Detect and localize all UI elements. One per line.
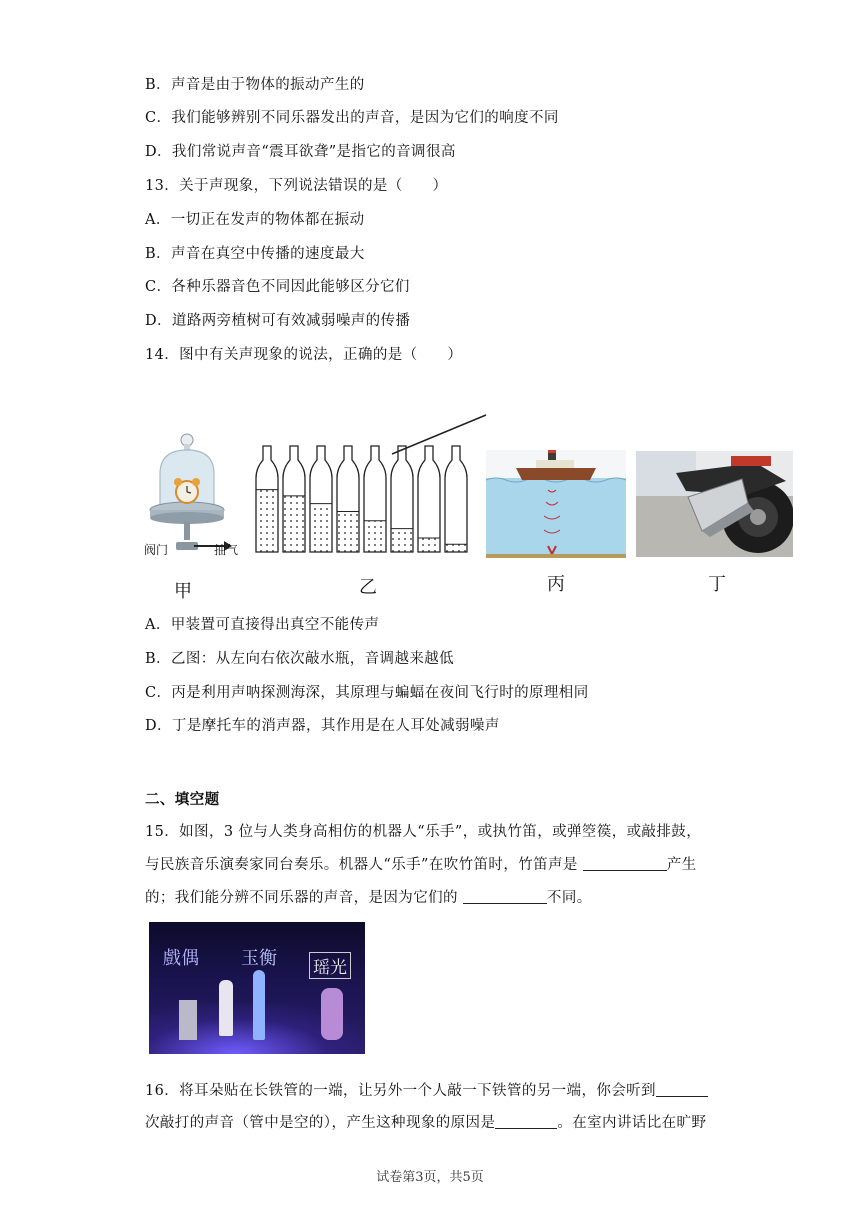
water-bottle xyxy=(310,446,332,552)
robot-figure xyxy=(179,1000,197,1040)
water-bottle xyxy=(364,446,386,552)
water-bottles-figure xyxy=(252,410,492,560)
q15-line-1: 15．如图，3 位与人类身高相仿的机器人“乐手”，或执竹笛，或弹箜篌，或敲排鼓， xyxy=(145,824,702,840)
pump-label: 抽气 xyxy=(214,543,239,557)
q13-option-c: C．各种乐器音色不同因此能够区分它们 xyxy=(145,279,410,295)
q14-option-a: A．甲装置可直接得出真空不能传声 xyxy=(145,617,380,633)
q16-line-1 xyxy=(145,1079,708,1100)
q15-line-2 xyxy=(145,853,697,874)
water-bottle xyxy=(283,446,305,552)
q15-line-3-tail: 不同。 xyxy=(546,890,592,906)
q15-blank-2[interactable] xyxy=(463,887,547,904)
q13-stem: 13．关于声现象，下列说法错误的是（ ） xyxy=(145,178,448,194)
q12-option-d: D．我们常说声音“震耳欲聋”是指它的音调很高 xyxy=(145,144,456,160)
water-bottle xyxy=(256,446,278,552)
q15-line-3 xyxy=(145,886,592,907)
q14-option-d: D．丁是摩托车的消声器，其作用是在人耳处减弱噪声 xyxy=(145,718,500,734)
q16-line-2-tail: 。在室内讲话比在旷野 xyxy=(557,1115,707,1131)
q14-option-b: B．乙图：从左向右依次敲水瓶，音调越来越低 xyxy=(145,651,455,667)
q12-option-b: B．声音是由于物体的振动产生的 xyxy=(145,77,365,93)
q13-option-a: A．一切正在发声的物体都在振动 xyxy=(145,212,365,228)
page-footer: 试卷第3页，共5页 xyxy=(376,1170,484,1185)
q12-option-c: C．我们能够辨别不同乐器发出的声音，是因为它们的响度不同 xyxy=(145,110,559,126)
valve-label: 阀门 xyxy=(144,543,169,557)
stage-sign-1: 戲偶 xyxy=(163,948,199,969)
figure-label-yi: 乙 xyxy=(359,577,377,598)
figure-label-bing: 丙 xyxy=(547,574,565,595)
water-bottle xyxy=(418,446,440,552)
water-bottle xyxy=(337,446,359,552)
q16-blank-2[interactable] xyxy=(495,1112,557,1129)
robot-musicians-photo xyxy=(149,922,365,1054)
q16-line-2 xyxy=(145,1111,706,1132)
motorcycle-muffler-photo xyxy=(636,451,793,557)
q15-line-2-text: 与民族音乐演奏家同台奏乐。机器人“乐手”在吹竹笛时，竹笛声是 xyxy=(145,857,583,873)
stage-sign-2: 玉衡 xyxy=(241,948,277,969)
q15-line-2-tail: 产生 xyxy=(666,857,697,873)
q16-blank-1[interactable] xyxy=(656,1080,708,1097)
q15-line-3-text: 的；我们能分辨不同乐器的声音，是因为它们的 xyxy=(145,890,463,906)
water-bottle xyxy=(445,446,467,552)
q14-stem: 14．图中有关声现象的说法，正确的是（ ） xyxy=(145,347,463,363)
section-title-fill-in: 二、填空题 xyxy=(145,791,220,808)
figure-label-ding: 丁 xyxy=(708,574,726,595)
performer-figure xyxy=(219,980,233,1036)
q14-option-c: C．丙是利用声呐探测海深，其原理与蝙蝠在夜间飞行时的原理相同 xyxy=(145,685,589,701)
q16-line-2-text: 次敲打的声音（管中是空的），产生这种现象的原因是 xyxy=(145,1115,496,1131)
sonar-ship-figure xyxy=(486,450,626,558)
water-bottle xyxy=(391,446,413,552)
performer-figure xyxy=(253,970,265,1040)
q16-line-1-text: 16．将耳朵贴在长铁管的一端，让另外一个人敲一下铁管的另一端，你会听到 xyxy=(145,1083,656,1099)
q15-blank-1[interactable] xyxy=(583,854,667,871)
q13-option-d: D．道路两旁植树可有效减弱噪声的传播 xyxy=(145,313,411,329)
q13-option-b: B．声音在真空中传播的速度最大 xyxy=(145,246,365,262)
figure-label-jia: 甲 xyxy=(174,581,192,602)
stage-sign-3: 瑶光 xyxy=(309,952,351,979)
performer-figure xyxy=(321,988,343,1040)
